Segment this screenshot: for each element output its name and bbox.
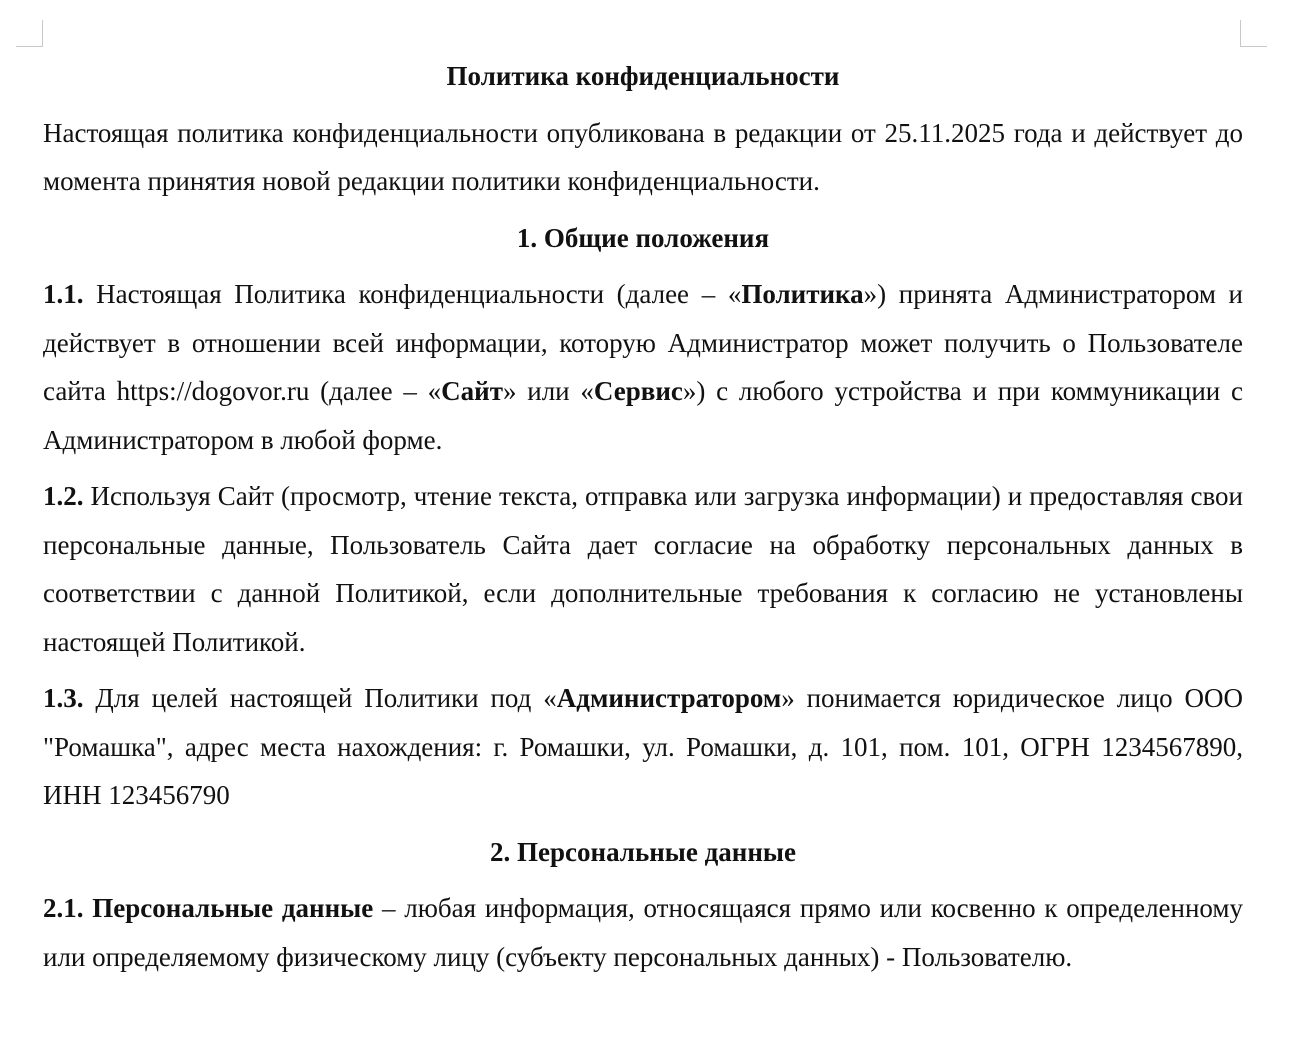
term-site: Сайт xyxy=(441,376,503,406)
term-administrator: Администратором xyxy=(556,683,782,713)
paragraph-1-2 xyxy=(43,472,1243,666)
paragraph-text: Для целей настоящей Политики под « xyxy=(83,683,557,713)
paragraph-2-1 xyxy=(43,884,1243,981)
document-body xyxy=(43,52,1243,989)
term-personal-data: Персональные данные xyxy=(83,893,374,923)
section-heading-general: 1. Общие положения xyxy=(516,222,770,253)
paragraph-1-1 xyxy=(43,270,1243,464)
paragraph-number: 1.1. xyxy=(43,279,84,309)
section-heading-personal-data: 2. Персональные данные xyxy=(490,836,796,867)
paragraph-number: 2.1. xyxy=(43,893,84,923)
page-corner-mark-top-left xyxy=(16,20,43,47)
paragraph-text: Настоящая Политика конфиденциальности (далее – « xyxy=(83,279,742,309)
paragraph-text: – любая информация, относящаяся прямо или косвенно к определенному или определяемому физическому лицу (субъекту персональных данных) - Пользователю. xyxy=(43,893,1243,972)
term-service: Сервис xyxy=(593,376,683,406)
page-corner-mark-top-right xyxy=(1240,20,1267,47)
paragraph-number: 1.3. xyxy=(43,683,84,713)
term-policy: Политика xyxy=(741,279,864,309)
paragraph-text: » понимается юридическое лицо ООО "Ромашка", адрес места нахождения: г. Ромашки, ул. Ромашки, д. 101, пом. 101, ОГРН 1234567890, ИНН 123456790 xyxy=(43,683,1243,810)
paragraph-text: ») принята Администратором и действует в отношении всей информации, которую Администратор может получить о Пользователе сайта https://dogovor.ru (далее – « xyxy=(43,279,1244,406)
intro-paragraph: Настоящая политика конфиденциальности опубликована в редакции от 25.11.2025 года и действует до момента принятия новой редакции политики конфиденциальности. xyxy=(43,117,1243,196)
document-title: Политика конфиденциальности xyxy=(446,61,840,91)
paragraph-1-3 xyxy=(43,674,1243,820)
paragraph-text: Используя Сайт (просмотр, чтение текста, отправка или загрузка информации) и предоставляя свои персональные данные, Пользователь Сайта дает согласие на обработку персональных данных в соответствии с данной Политикой, если дополнительные требования к согласию не установлены настоящей Политикой. xyxy=(43,481,1243,657)
paragraph-text: » или « xyxy=(502,376,594,406)
paragraph-number: 1.2. xyxy=(43,481,84,511)
paragraph-text: ») с любого устройства и при коммуникации с Администратором в любой форме. xyxy=(43,376,1243,455)
